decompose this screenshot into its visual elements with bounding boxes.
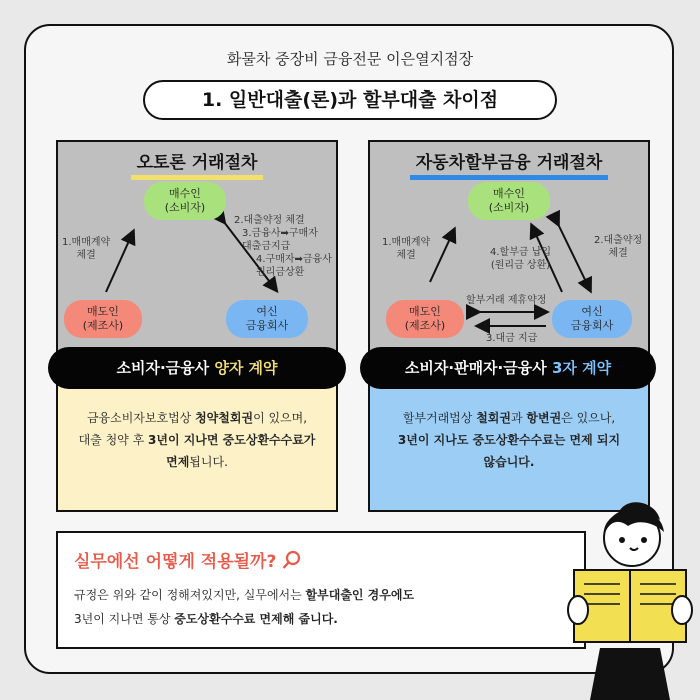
lender-node: 여신 금융회사 xyxy=(226,300,308,338)
installment-panel xyxy=(368,140,650,512)
practice-box xyxy=(56,531,586,649)
practice-text: 규정은 위와 같이 정해져있지만, 실무에서는 할부대출인 경우에도 3년이 지나면 통상 중도상환수수료 면제해 줍니다. xyxy=(74,588,415,626)
auto-loan-title: 오토론 거래절차 xyxy=(58,148,336,180)
practice-title: 실무에선 어떻게 적용될까? xyxy=(74,547,302,572)
installment-payment-label: 4.할부금 납입 (원리금 상환) xyxy=(490,247,552,271)
loan-contract-label: 2.대출약정 체결 xyxy=(594,235,643,259)
sale-contract-label: 1.매매계약 체결 xyxy=(382,237,431,261)
loan-contract-arrow xyxy=(558,224,590,290)
lender-node: 여신 금융회사 xyxy=(552,300,632,338)
loan-steps-label: 2.대출약정 체결 3.금융사➡구매자 대출금지급 4.구매자➡금융사 원리금상환 xyxy=(234,215,332,278)
page-subtitle: 화물차 중장비 금융전문 이은열지점장 xyxy=(226,50,474,68)
auto-loan-note-text: 금융소비자보호법상 청약철회권이 있으며, 대출 청약 후 3년이 지나면 중도상환수수료가 면제됩니다. xyxy=(78,411,316,469)
loan-payment-label: 3.대금 지급 xyxy=(486,333,538,344)
auto-loan-diagram xyxy=(58,142,336,365)
installment-title: 자동차할부금융 거래절차 xyxy=(370,148,648,180)
sale-contract-label: 1.매매계약 체결 xyxy=(62,237,111,261)
tripartite-contract-badge: 소비자·판매자·금융사 3자 계약 xyxy=(360,347,656,389)
page-title: 1. 일반대출(론)과 할부대출 차이점 xyxy=(143,80,557,120)
person-reading-illustration xyxy=(560,498,700,700)
installment-note-text: 할부거래법상 철회권과 항변권은 있으나, 3년이 지나도 중도상환수수료는 면제 되지 않습니다. xyxy=(397,411,621,469)
installment-diagram xyxy=(370,142,648,365)
buyer-node: 매수인 (소비자) xyxy=(144,182,226,220)
auto-loan-panel xyxy=(56,140,338,512)
seller-node: 매도인 (제조사) xyxy=(64,300,142,338)
seller-node: 매도인 (제조사) xyxy=(386,300,464,338)
sale-arrow xyxy=(430,230,454,282)
magnifier-icon xyxy=(282,550,302,570)
buyer-node: 매수인 (소비자) xyxy=(468,182,550,220)
bilateral-contract-badge: 소비자·금융사 양자 계약 xyxy=(48,347,346,389)
partnership-label: 할부거래 제휴약정 xyxy=(466,295,547,306)
